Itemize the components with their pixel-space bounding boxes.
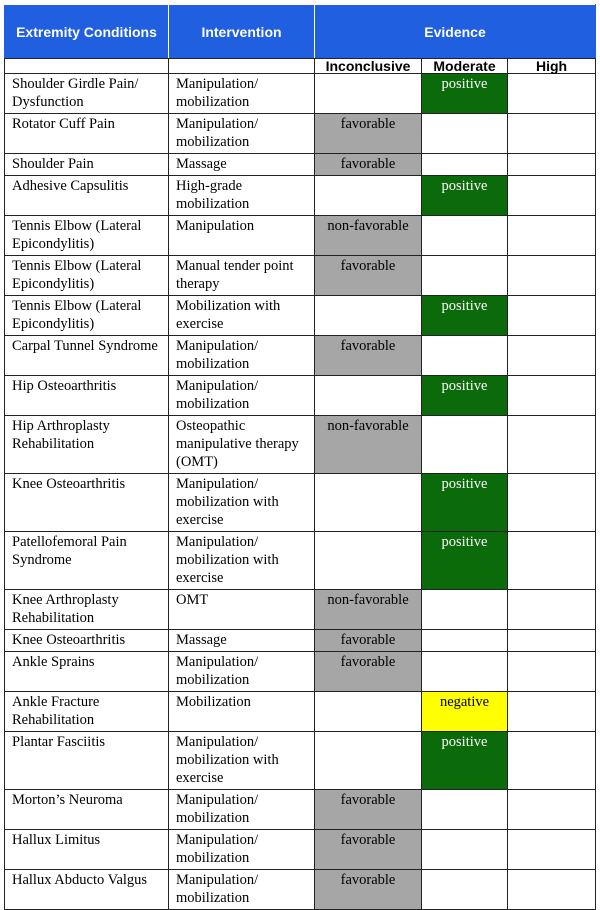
evidence-inconclusive-cell: favorable <box>315 830 422 870</box>
condition-cell: Rotator Cuff Pain <box>5 114 169 154</box>
condition-cell: Tennis Elbow (Lateral Epicondylitis) <box>5 216 169 256</box>
table-row <box>5 176 596 216</box>
table-body <box>5 59 596 910</box>
table-row <box>5 474 596 532</box>
evidence-inconclusive-cell <box>315 692 422 732</box>
evidence-moderate-cell: positive <box>422 532 508 590</box>
evidence-moderate-cell: positive <box>422 176 508 216</box>
condition-cell: Hip Arthroplasty Rehabilitation <box>5 416 169 474</box>
intervention-cell: Manipulation/ mobilization with exercise <box>169 532 315 590</box>
intervention-cell: Manipulation <box>169 216 315 256</box>
evidence-inconclusive-cell: favorable <box>315 870 422 910</box>
evidence-high-cell <box>508 732 596 790</box>
intervention-cell: Manipulation/ mobilization <box>169 830 315 870</box>
header-evidence: Evidence <box>315 5 596 59</box>
evidence-inconclusive-cell <box>315 296 422 336</box>
evidence-moderate-cell <box>422 830 508 870</box>
condition-cell: Tennis Elbow (Lateral Epicondylitis) <box>5 256 169 296</box>
condition-cell: Patellofemoral Pain Syndrome <box>5 532 169 590</box>
table-row <box>5 692 596 732</box>
evidence-high-cell <box>508 416 596 474</box>
intervention-cell: Manipulation/ mobilization <box>169 376 315 416</box>
evidence-high-cell <box>508 216 596 256</box>
table-row <box>5 416 596 474</box>
evidence-high-cell <box>508 830 596 870</box>
evidence-moderate-cell <box>422 870 508 910</box>
condition-cell: Adhesive Capsulitis <box>5 176 169 216</box>
evidence-moderate-cell: positive <box>422 474 508 532</box>
evidence-inconclusive-cell: non-favorable <box>315 416 422 474</box>
evidence-high-cell <box>508 114 596 154</box>
table-row <box>5 154 596 176</box>
condition-cell: Shoulder Pain <box>5 154 169 176</box>
evidence-inconclusive-cell <box>315 532 422 590</box>
evidence-high-cell <box>508 870 596 910</box>
evidence-high-cell <box>508 474 596 532</box>
intervention-cell: Manipulation/ mobilization <box>169 870 315 910</box>
header-extremity-conditions: Extremity Conditions <box>5 5 169 59</box>
table-row <box>5 830 596 870</box>
condition-cell: Ankle Sprains <box>5 652 169 692</box>
intervention-cell: OMT <box>169 590 315 630</box>
evidence-high-cell <box>508 176 596 216</box>
evidence-inconclusive-cell <box>315 176 422 216</box>
evidence-high-cell <box>508 630 596 652</box>
table-row <box>5 652 596 692</box>
evidence-high-cell <box>508 336 596 376</box>
table-row <box>5 114 596 154</box>
table-row <box>5 336 596 376</box>
evidence-moderate-cell <box>422 652 508 692</box>
table-row <box>5 532 596 590</box>
intervention-cell: Manipulation/ mobilization <box>169 74 315 114</box>
intervention-cell: Manipulation/ mobilization <box>169 336 315 376</box>
condition-cell: Ankle Fracture Rehabilitation <box>5 692 169 732</box>
subheader-blank-condition <box>5 59 169 74</box>
condition-cell: Morton’s Neuroma <box>5 790 169 830</box>
subheader-moderate: Moderate <box>422 59 508 74</box>
evidence-inconclusive-cell: favorable <box>315 790 422 830</box>
evidence-moderate-cell <box>422 630 508 652</box>
evidence-moderate-cell <box>422 590 508 630</box>
intervention-cell: High-grade mobilization <box>169 176 315 216</box>
table-row <box>5 630 596 652</box>
intervention-cell: Massage <box>169 154 315 176</box>
intervention-cell: Massage <box>169 630 315 652</box>
subheader-high: High <box>508 59 596 74</box>
evidence-moderate-cell: positive <box>422 296 508 336</box>
evidence-inconclusive-cell: favorable <box>315 256 422 296</box>
condition-cell: Knee Arthroplasty Rehabilitation <box>5 590 169 630</box>
evidence-high-cell <box>508 590 596 630</box>
evidence-high-cell <box>508 296 596 336</box>
evidence-high-cell <box>508 532 596 590</box>
intervention-cell: Mobilization with exercise <box>169 296 315 336</box>
condition-cell: Knee Osteoarthritis <box>5 474 169 532</box>
evidence-moderate-cell: negative <box>422 692 508 732</box>
header-row <box>5 5 596 59</box>
evidence-high-cell <box>508 652 596 692</box>
table-row <box>5 590 596 630</box>
intervention-cell: Mobilization <box>169 692 315 732</box>
evidence-moderate-cell: positive <box>422 732 508 790</box>
table-row <box>5 870 596 910</box>
evidence-table-container <box>4 4 596 910</box>
intervention-cell: Manipulation/ mobilization <box>169 790 315 830</box>
table-row <box>5 376 596 416</box>
table-row <box>5 296 596 336</box>
condition-cell: Hallux Limitus <box>5 830 169 870</box>
evidence-moderate-cell <box>422 336 508 376</box>
evidence-inconclusive-cell <box>315 732 422 790</box>
evidence-high-cell <box>508 154 596 176</box>
condition-cell: Plantar Fasciitis <box>5 732 169 790</box>
evidence-inconclusive-cell <box>315 474 422 532</box>
intervention-cell: Manipulation/ mobilization <box>169 114 315 154</box>
evidence-inconclusive-cell <box>315 74 422 114</box>
intervention-cell: Manual tender point therapy <box>169 256 315 296</box>
header-intervention: Intervention <box>169 5 315 59</box>
table-row <box>5 732 596 790</box>
evidence-inconclusive-cell: favorable <box>315 336 422 376</box>
evidence-high-cell <box>508 790 596 830</box>
evidence-inconclusive-cell <box>315 376 422 416</box>
evidence-high-cell <box>508 74 596 114</box>
condition-cell: Shoulder Girdle Pain/ Dysfunction <box>5 74 169 114</box>
table-row <box>5 74 596 114</box>
evidence-moderate-cell <box>422 154 508 176</box>
evidence-high-cell <box>508 692 596 732</box>
condition-cell: Knee Osteoarthritis <box>5 630 169 652</box>
evidence-inconclusive-cell: non-favorable <box>315 216 422 256</box>
evidence-high-cell <box>508 376 596 416</box>
evidence-moderate-cell <box>422 216 508 256</box>
evidence-table <box>4 4 596 910</box>
evidence-moderate-cell: positive <box>422 376 508 416</box>
condition-cell: Tennis Elbow (Lateral Epicondylitis) <box>5 296 169 336</box>
intervention-cell: Manipulation/ mobilization with exercise <box>169 732 315 790</box>
table-row <box>5 256 596 296</box>
intervention-cell: Osteopathic manipulative therapy (OMT) <box>169 416 315 474</box>
subheader-blank-intervention <box>169 59 315 74</box>
table-row <box>5 216 596 256</box>
condition-cell: Hip Osteoarthritis <box>5 376 169 416</box>
evidence-inconclusive-cell: favorable <box>315 652 422 692</box>
evidence-high-cell <box>508 256 596 296</box>
evidence-inconclusive-cell: favorable <box>315 630 422 652</box>
evidence-moderate-cell <box>422 114 508 154</box>
condition-cell: Hallux Abducto Valgus <box>5 870 169 910</box>
subheader-row <box>5 59 596 74</box>
intervention-cell: Manipulation/ mobilization <box>169 652 315 692</box>
evidence-inconclusive-cell: favorable <box>315 114 422 154</box>
evidence-moderate-cell: positive <box>422 74 508 114</box>
condition-cell: Carpal Tunnel Syndrome <box>5 336 169 376</box>
subheader-inconclusive: Inconclusive <box>315 59 422 74</box>
evidence-moderate-cell <box>422 790 508 830</box>
evidence-moderate-cell <box>422 256 508 296</box>
evidence-inconclusive-cell: favorable <box>315 154 422 176</box>
evidence-inconclusive-cell: non-favorable <box>315 590 422 630</box>
table-row <box>5 790 596 830</box>
intervention-cell: Manipulation/ mobilization with exercise <box>169 474 315 532</box>
evidence-moderate-cell <box>422 416 508 474</box>
